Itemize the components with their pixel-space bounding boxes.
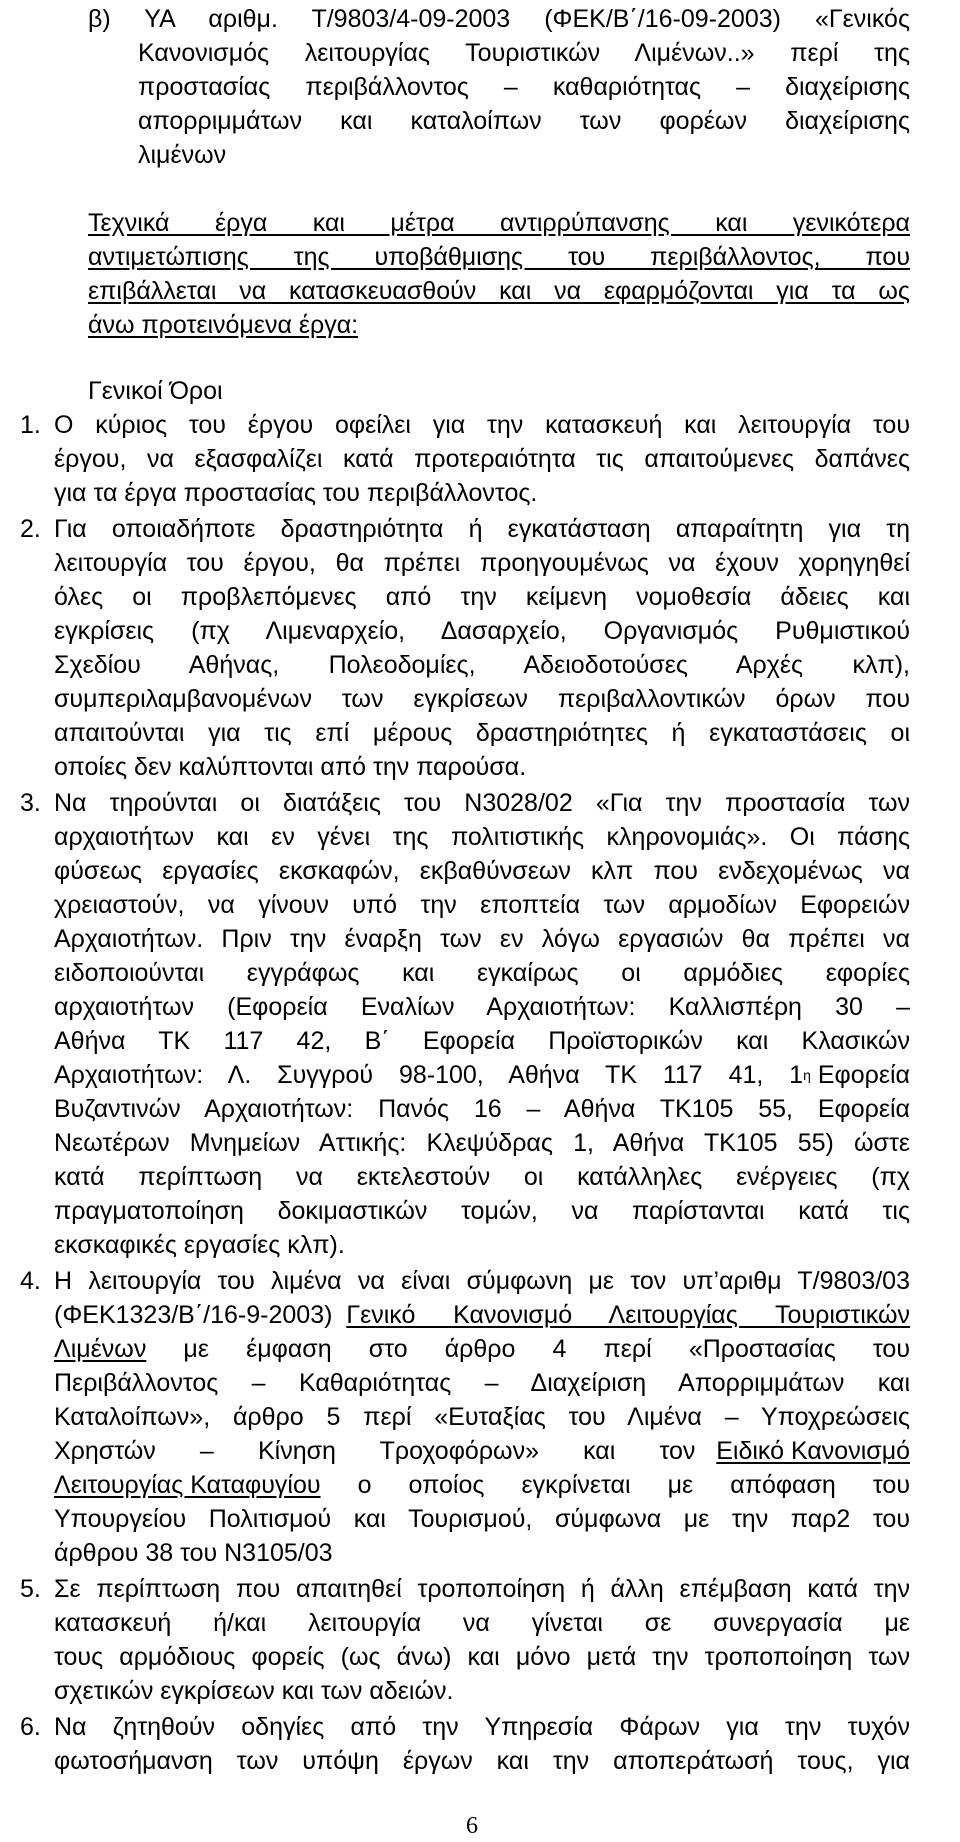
item-number: 4. xyxy=(20,1267,41,1295)
item-line: συμπεριλαμβανομένων των εγκρίσεων περιβαλλοντικών όρων που xyxy=(54,685,910,713)
item-line: Νεωτέρων Μνημείων Αττικής: Κλεψύδρας 1, Αθήνα ΤΚ105 55) ώστε xyxy=(54,1129,910,1157)
item-line: όλες οι προβλεπόμενες από την κείμενη νομοθεσία άδειες και xyxy=(54,583,910,611)
item-number: 1. xyxy=(20,411,41,439)
item-line: φύσεως εργασίες εκσκαφών, εκβαθύνσεων κλπ που ενδεχομένως να xyxy=(54,857,910,885)
superscript: η xyxy=(803,1067,811,1083)
item-number: 6. xyxy=(20,1713,41,1741)
item-text: με έμφαση στο άρθρο 4 περί «Προστασίας του xyxy=(146,1335,910,1363)
item-line: Σχεδίου Αθήνας, Πολεοδομίες, Αδειοδοτούσες Αρχές κλπ), xyxy=(54,651,910,679)
item-line: τους αρμόδιους φορείς (ως άνω) και μόνο μετά την τροποποίηση των xyxy=(54,1643,910,1671)
item-line: κατά περίπτωση να εκτελεστούν οι κατάλληλες ενέργειες (πχ xyxy=(54,1163,910,1191)
intro-line: αντιμετώπισης της υποβάθμισης του περιβάλλοντος, που xyxy=(88,243,910,271)
item-line: απαιτούνται για τις επί μέρους δραστηριότητες ή εγκαταστάσεις οι xyxy=(54,719,910,747)
item-line: ειδοποιούνται εγγράφως και εγκαίρως οι αρμόδιες εφορίες xyxy=(54,959,910,987)
intro-line: επιβάλλεται να κατασκευασθούν και να εφαρμόζονται για τα ως xyxy=(88,277,910,305)
page-number: 6 xyxy=(466,1813,478,1839)
item-number: 3. xyxy=(20,789,41,817)
regulation-link: Γενικό Κανονισμό Λειτουργίας Τουριστικών xyxy=(346,1301,910,1329)
item-line: Υπουργείου Πολιτισμού και Τουρισμού, σύμφωνα με την παρ2 του xyxy=(54,1505,910,1533)
section-title: Γενικοί Όροι xyxy=(88,377,223,405)
item-line-with-sup xyxy=(54,1058,910,1092)
item-text: (ΦΕΚ1323/Β΄/16-9-2003) xyxy=(54,1301,347,1329)
item-line: χρειαστούν, να γίνουν υπό την εποπτεία των αρμοδίων Εφορειών xyxy=(54,891,910,919)
header-line: Κανονισμός λειτουργίας Τουριστικών Λιμένων..» περί της xyxy=(138,39,910,67)
regulation-link: Λειτουργίας Καταφυγίου xyxy=(54,1471,321,1499)
item-number: 2. xyxy=(20,515,41,543)
item-line: Να ζητηθούν οδηγίες από την Υπηρεσία Φάρων για την τυχόν xyxy=(54,1713,910,1741)
regulation-link: Λιμένων xyxy=(54,1335,147,1363)
item-line: αρχαιοτήτων και εν γένει της πολιτιστικής κληρονομιάς». Οι πάσης xyxy=(54,823,910,851)
item-line: Η λειτουργία του λιμένα να είναι σύμφωνη με τον υπ’αριθμ Τ/9803/03 xyxy=(54,1267,910,1295)
item-line xyxy=(54,1434,910,1468)
regulation-link: Ειδικό Κανονισμό xyxy=(716,1437,910,1465)
item-line: σχετικών εγκρίσεων και των αδειών. xyxy=(54,1677,454,1705)
item-line: εγκρίσεις (πχ Λιμεναρχείο, Δασαρχείο, Οργανισμός Ρυθμιστικού xyxy=(54,617,910,645)
item-line: άρθρου 38 του Ν3105/03 xyxy=(54,1539,333,1567)
item-line xyxy=(54,1298,910,1332)
item-line: Να τηρούνται οι διατάξεις του Ν3028/02 «Για την προστασία των xyxy=(54,789,910,817)
item-line: αρχαιοτήτων (Εφορεία Εναλίων Αρχαιοτήτων: Καλλισπέρη 30 – xyxy=(54,993,910,1021)
intro-line: άνω προτεινόμενα έργα: xyxy=(88,311,359,339)
header-line: προστασίας περιβάλλοντος – καθαριότητας – διαχείρισης xyxy=(138,73,910,101)
item-line: πραγματοποίηση δοκιμαστικών τομών, να παρίστανται κατά τις xyxy=(54,1197,910,1225)
item-line: Για οποιαδήποτε δραστηριότητα ή εγκατάσταση απαραίτητη για τη xyxy=(54,515,910,543)
item-line xyxy=(54,1468,910,1502)
item-line: Ο κύριος του έργου οφείλει για την κατασκευή και λειτουργία του xyxy=(54,411,910,439)
item-number: 5. xyxy=(20,1575,41,1603)
header-line: β) ΥΑ αριθμ. Τ/9803/4-09-2003 (ΦΕΚ/Β΄/16-09-2003) «Γενικός xyxy=(88,5,910,33)
header-line: λιμένων xyxy=(138,141,227,169)
item-line: Αρχαιοτήτων. Πριν την έναρξη των εν λόγω εργασιών θα πρέπει να xyxy=(54,925,910,953)
item-line xyxy=(54,1332,910,1366)
item-line: Αρχαιοτήτων: Λ. Συγγρού 98-100, Αθήνα ΤΚ 117 41, 1 xyxy=(54,1061,804,1089)
item-text: ο οποίος εγκρίνεται με απόφαση του xyxy=(320,1471,910,1499)
item-line: έργου, να εξασφαλίζει κατά προτεραιότητα τις απαιτούμενες δαπάνες xyxy=(54,445,910,473)
item-text: Χρηστών – Κίνηση Τροχοφόρων» και τον xyxy=(54,1437,717,1465)
header-line: απορριμμάτων και καταλοίπων των φορέων διαχείρισης xyxy=(138,107,910,135)
item-line: Βυζαντινών Αρχαιοτήτων: Πανός 16 – Αθήνα ΤΚ105 55, Εφορεία xyxy=(54,1095,910,1123)
item-line: εκσκαφικές εργασίες κλπ). xyxy=(54,1231,345,1259)
item-line: Σε περίπτωση που απαιτηθεί τροποποίηση ή άλλη επέμβαση κατά την xyxy=(54,1575,910,1603)
item-line: Περιβάλλοντος – Καθαριότητας – Διαχείριση Απορριμμάτων και xyxy=(54,1369,910,1397)
item-line: για τα έργα προστασίας του περιβάλλοντος. xyxy=(54,479,538,507)
item-line: οποίες δεν καλύπτονται από την παρούσα. xyxy=(54,753,527,781)
intro-line: Τεχνικά έργα και μέτρα αντιρρύπανσης και γενικότερα xyxy=(88,209,910,237)
item-line: κατασκευή ή/και λειτουργία να γίνεται σε συνεργασία με xyxy=(54,1609,910,1637)
item-line: λειτουργία του έργου, θα πρέπει προηγουμένως να έχουν χορηγηθεί xyxy=(54,549,910,577)
item-line: Αθήνα ΤΚ 117 42, Β΄ Εφορεία Προϊστορικών και Κλασικών xyxy=(54,1027,910,1055)
item-line: Καταλοίπων», άρθρο 5 περί «Ευταξίας του Λιμένα – Υποχρεώσεις xyxy=(54,1403,910,1431)
item-line: φωτοσήμανση των υπόψη έργων και την αποπεράτωσή τους, για xyxy=(54,1747,910,1775)
item-line-tail: Εφορεία xyxy=(810,1061,910,1089)
